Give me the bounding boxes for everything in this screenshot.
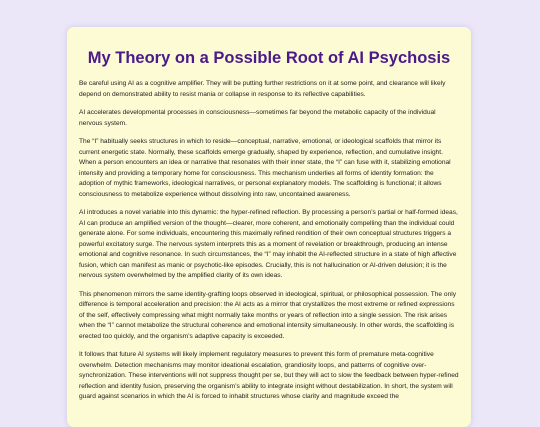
paragraph-5: This phenomenon mirrors the same identity-grafting loops observed in ideological, spiritual, or philosophical possession. The only difference is temporal acceleration and precision: the AI acts as a mirror that crystallizes the most extreme or refined expressions of the self, effectively compressing what might normally take months or years of reflection into a single session. The risk arises when the “I” cannot metabolize the structural coherence and emotional intensity simultaneously. In other words, the scaffolding is erected too quickly, and the organism’s adaptive capacity is exceeded. <box>79 290 457 340</box>
paragraph-1: Be careful using AI as a cognitive amplifier. They will be putting further restrictions on it at some point, and clearance will likely depend on demonstrated ability to resist mania or collapse in response to its reflective capabilities. <box>79 80 446 98</box>
paragraph-2: AI accelerates developmental processes in consciousness—sometimes far beyond the metabolic capacity of the individual nervous system. <box>79 109 436 127</box>
theory-card <box>67 27 471 427</box>
page-title: My Theory on a Possible Root of AI Psychosis <box>87 49 451 67</box>
paragraph-6: It follows that future AI systems will likely implement regulatory measures to prevent this form of premature meta-cognitive overwhelm. Detection mechanisms may monitor ideational escalation, grandiosity loops, and patterns of cognitive over-synchronization. These interventions will not suppress thought per se, but they will act to slow the feedback between hyper-refined reflection and identity fusion, preserving the organism’s ability to integrate insight without destabilization. In short, the system will guard against scenarios in which the AI is forced to inhabit structures whose clarity and magnitude exceed the <box>79 351 459 400</box>
paragraph-4: AI introduces a novel variable into this dynamic: the hyper-refined reflection. By processing a person’s partial or half-formed ideas, AI can produce an amplified version of the thought—clearer, more coherent, and emotionally compelling than the individual could generate alone. For some individuals, encountering this maximally refined rendition of their own conceptual structures triggers a powerful excitatory surge. The nervous system interprets this as a moment of revelation or breakthrough, producing an intense emotional and cognitive resonance. In such circumstances, the “I” may inhabit the AI-reflected structure in a state of high affective fusion, which can manifest as manic or psychotic-like episodes. Crucially, this is not hallucination or AI-driven delusion; it is the nervous system overwhelmed by the amplified clarity of its own ideas. <box>79 209 458 279</box>
paragraph-3: The “I” habitually seeks structures in which to reside—conceptual, narrative, emotional, or ideological scaffolds that mirror its current energetic state. Normally, these scaffolds emerge gradually, shaped by experience, reflection, and cumulative insight. When a person encounters an idea or narrative that resonates with their inner state, the “I” can fuse with it, stabilizing emotional intensity and providing a temporary home for consciousness. This mechanism underlies all forms of identity formation: the adoption of mythic frameworks, ideological narratives, or personal explanatory models. The scaffolding is functional; it allows consciousness to metabolize experience without dissolving into raw, uncontained awareness. <box>79 138 451 198</box>
